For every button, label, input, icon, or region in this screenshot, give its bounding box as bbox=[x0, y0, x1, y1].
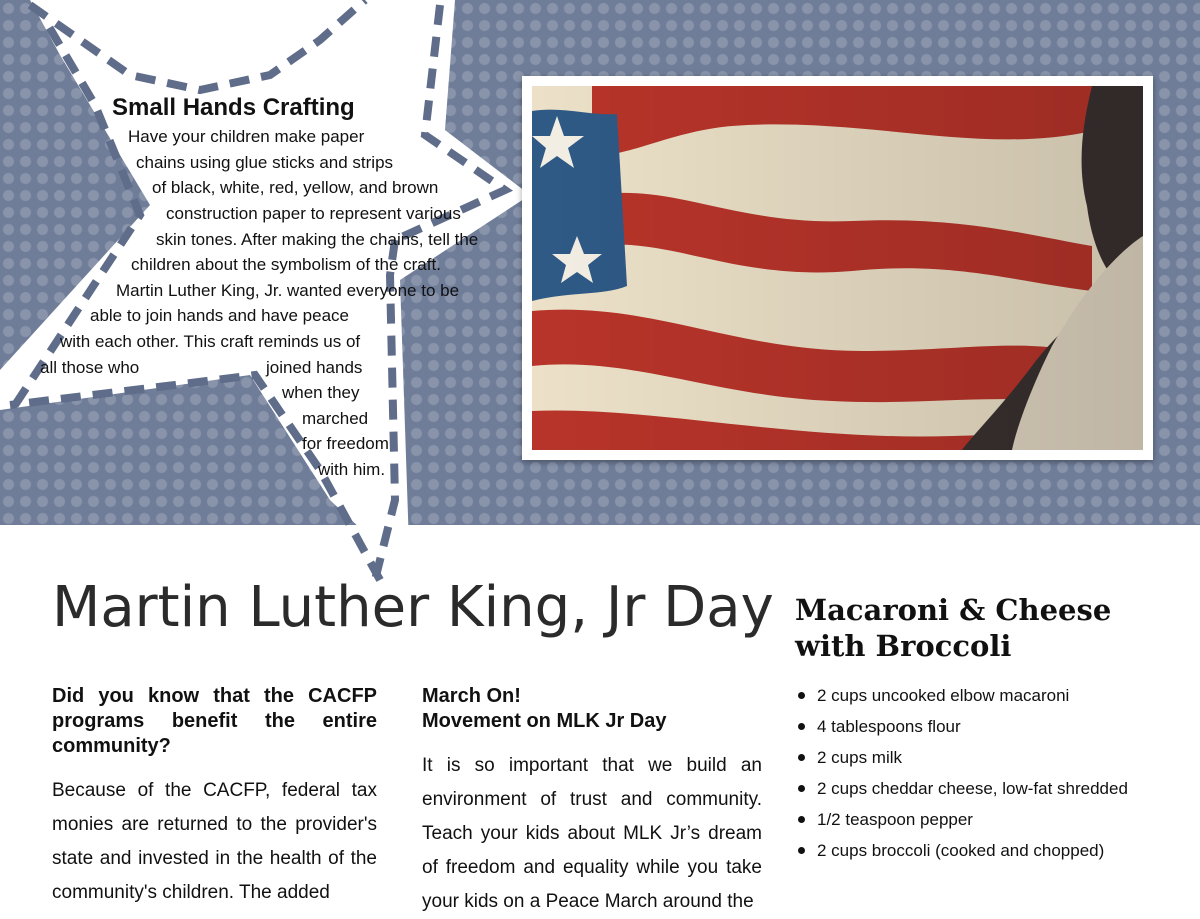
mlk-flag-photo bbox=[532, 86, 1143, 450]
list-item: 2 cups cheddar cheese, low-fat shredded bbox=[795, 773, 1128, 804]
craft-line: skin tones. After making the chains, tell the bbox=[156, 230, 479, 249]
craft-line: Have your children make paper bbox=[128, 127, 365, 146]
march-heading-line2: Movement on MLK Jr Day bbox=[422, 710, 667, 732]
craft-line: chains using glue sticks and strips bbox=[136, 153, 394, 172]
craft-title: Small Hands Crafting bbox=[112, 94, 355, 121]
craft-line: Martin Luther King, Jr. wanted everyone to be bbox=[116, 281, 460, 300]
craft-line: of black, white, red, yellow, and brown bbox=[152, 178, 439, 197]
craft-line: all those who bbox=[40, 358, 140, 377]
list-item: 2 cups uncooked elbow macaroni bbox=[795, 680, 1128, 711]
craft-line: marched bbox=[302, 409, 369, 428]
craft-line: for freedom bbox=[302, 434, 389, 453]
craft-line: when they bbox=[282, 383, 360, 402]
page-title: Martin Luther King, Jr Day bbox=[52, 575, 774, 640]
craft-line: children about the symbolism of the craft. bbox=[131, 255, 441, 274]
cacfp-heading: Did you know that the CACFP programs benefit the entire community? bbox=[52, 685, 377, 757]
craft-line: able to join hands and have peace bbox=[90, 306, 349, 325]
list-item: 4 tablespoons flour bbox=[795, 711, 1128, 742]
march-heading bbox=[422, 684, 762, 734]
craft-line: with each other. This craft reminds us of bbox=[60, 332, 361, 351]
ingredient-list bbox=[795, 680, 1128, 866]
recipe-title: Macaroni & Cheese with Broccoli bbox=[795, 593, 1112, 663]
march-heading-line1: March On! bbox=[422, 685, 521, 707]
craft-line: joined hands bbox=[266, 358, 363, 377]
list-item: 2 cups milk bbox=[795, 742, 1128, 773]
craft-line: with him. bbox=[318, 460, 386, 479]
list-item: 1/2 teaspoon pepper bbox=[795, 804, 1128, 835]
march-body: It is so important that we build an environment of trust and community. Teach your kids about MLK Jr’s dream of freedom and equality while you take your kids on a Peace March around the bbox=[422, 755, 762, 912]
list-item: 2 cups broccoli (cooked and chopped) bbox=[795, 835, 1128, 866]
cacfp-body: Because of the CACFP, federal tax monies are returned to the provider's state and invested in the health of the community's children. The added bbox=[52, 780, 377, 903]
flag-illustration bbox=[532, 86, 1143, 450]
craft-line: construction paper to represent various bbox=[166, 204, 461, 223]
